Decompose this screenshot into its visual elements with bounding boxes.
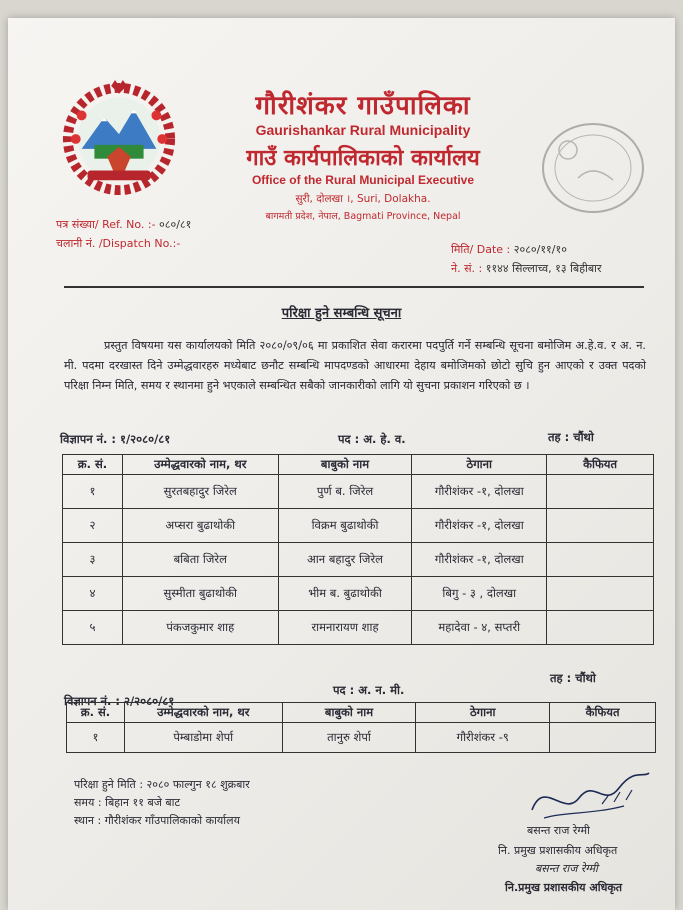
ref-number: पत्र संख्या/ Ref. No. :- ०८०/८१ <box>56 218 192 231</box>
ad1-number: विज्ञापन नं. : १/२०८०/८१ <box>60 432 171 446</box>
exam-date: परिक्षा हुने मिति : २०८० फाल्गुन १८ शुक्रबार <box>74 778 250 791</box>
ad2-number: विज्ञापन नं. : २/२०८०/८१ <box>64 694 175 708</box>
exam-time: समय : बिहान ११ बजे बाट <box>74 796 181 809</box>
cell-sn: २ <box>63 509 123 543</box>
cell-remarks <box>547 543 654 577</box>
table-row <box>63 509 654 543</box>
ad2-level: तह : चौंथो <box>550 671 596 685</box>
exam-place: स्थान : गौरीशंकर गाँउपालिकाको कार्यालय <box>74 814 240 827</box>
address-line-1: सुरी, दोलखा ।, Suri, Dolakha. <box>295 193 431 205</box>
cell-sn: ५ <box>63 611 123 645</box>
office-name-np: गाउँ कार्यपालिकाको कार्यालय <box>246 146 480 171</box>
table-row <box>63 543 654 577</box>
table-row <box>63 577 654 611</box>
cell-father: भीम ब. बुढाथोकी <box>278 577 412 611</box>
cell-remarks <box>547 577 654 611</box>
cell-father: विक्रम बुढाथोकी <box>278 509 412 543</box>
ad2-post: पद : अ. न. मी. <box>333 683 405 697</box>
cell-father: पुर्ण ब. जिरेल <box>278 475 412 509</box>
cell-remarks <box>547 509 654 543</box>
notice-title: परिक्षा हुने सम्बन्धि सूचना <box>281 306 402 321</box>
table-row <box>63 475 654 509</box>
dispatch-number: चलानी नं. /Dispatch No.:- <box>56 237 181 250</box>
handwritten-signature-icon <box>524 768 654 828</box>
address-line-2: बागमती प्रदेश, नेपाल, Bagmati Province, Nepal <box>265 211 461 222</box>
cell-name: सुस्मीता बुढाथोकी <box>122 577 278 611</box>
ad2-table <box>66 702 656 753</box>
table-row <box>67 723 656 753</box>
cell-address: गौरीशंकर -१, दोलखा <box>412 509 547 543</box>
cell-father: आन बहादुर जिरेल <box>278 543 412 577</box>
cell-name: बबिता जिरेल <box>122 543 278 577</box>
header-cell: क्र. सं. <box>67 703 125 723</box>
header-divider <box>64 286 644 288</box>
cell-address: गौरीशंकर -९ <box>416 723 550 753</box>
ad1-level: तह : चौंथो <box>548 430 594 444</box>
cell-name: सुरतबहादुर जिरेल <box>122 475 278 509</box>
table-header-row <box>67 703 656 723</box>
signatory-name: बसन्त राज रेग्मी <box>527 824 590 837</box>
cell-address: गौरीशंकर -१, दोलखा <box>412 475 547 509</box>
cell-address: गौरीशंकर -१, दोलखा <box>412 543 547 577</box>
header-cell: क्र. सं. <box>63 455 123 475</box>
cell-sn: ४ <box>63 577 123 611</box>
cell-address: बिगु - ३ , दोलखा <box>412 577 547 611</box>
signatory-designation: नि. प्रमुख प्रशासकीय अधिकृत <box>498 844 618 857</box>
stamp-designation: नि.प्रमुख प्रशासकीय अधिकृत <box>505 881 623 894</box>
date: मिति/ Date : २०८०/११/१० <box>451 243 567 256</box>
header-cell: बाबुको नाम <box>282 703 416 723</box>
cell-remarks <box>550 723 656 753</box>
cell-sn: ३ <box>63 543 123 577</box>
municipality-name-np: गौरीशंकर गाउँपालिका <box>255 91 471 121</box>
cell-sn: १ <box>63 475 123 509</box>
exam-details <box>74 776 250 830</box>
cell-address: महादेवा - ४, सप्तरी <box>412 611 547 645</box>
cell-father: रामनारायण शाह <box>278 611 412 645</box>
cell-name: पेम्बाडोमा शेर्पा <box>124 723 282 753</box>
header-cell: कैफियत <box>550 703 656 723</box>
cell-remarks <box>547 475 654 509</box>
cell-remarks <box>547 611 654 645</box>
table-row <box>63 611 654 645</box>
ad1-table <box>62 454 654 645</box>
cell-name: अप्सरा बुढाथोकी <box>122 509 278 543</box>
stamp-name: बसन्त राज रेग्मी <box>535 862 598 875</box>
cell-sn: १ <box>67 723 125 753</box>
header-cell: उम्मेद्धवारको नाम, थर <box>122 455 278 475</box>
header-cell: ठेगाना <box>416 703 550 723</box>
table-header-row <box>63 455 654 475</box>
office-seal-icon <box>538 118 648 218</box>
header-cell: ठेगाना <box>412 455 547 475</box>
cell-name: पंकजकुमार शाह <box>122 611 278 645</box>
cell-father: तानुरु शेर्पा <box>282 723 416 753</box>
office-name-en: Office of the Rural Municipal Executive <box>251 173 475 187</box>
letter-page <box>8 18 675 910</box>
municipality-name-en: Gaurishankar Rural Municipality <box>255 122 471 138</box>
header-cell: कैफियत <box>547 455 654 475</box>
nepal-sambat-date: ने. सं. : ११४४ सिल्लाच्व, १३ बिहीबार <box>451 262 602 275</box>
notice-body: प्रस्तुत विषयमा यस कार्यालयको मिति २०८०/०९/०६ मा प्रकाशित सेवा करारमा पदपुर्ति गर्ने सम्बन्धि सूचना बमोजिम अ.हे.व. र अ. न. मी. पदमा दरखास्त दिने उम्मेद्धवारहरु मध्येबाट छनौट सम्बन्धि मापदण्डको आधारमा देहाय बमोजिमको छोटो सुचि हुन आएको र उक्त पदको परिक्षा निम्न मिति, समय र स्थानमा हुने भएकाले सम्बन्धित सबैको जानकारीको लागि यो सुचना प्रकाशन गरिएको छ । <box>64 339 646 392</box>
ad1-post: पद : अ. हे. व. <box>338 432 406 446</box>
header-cell: बाबुको नाम <box>278 455 412 475</box>
header-cell: उम्मेद्धवारको नाम, थर <box>124 703 282 723</box>
